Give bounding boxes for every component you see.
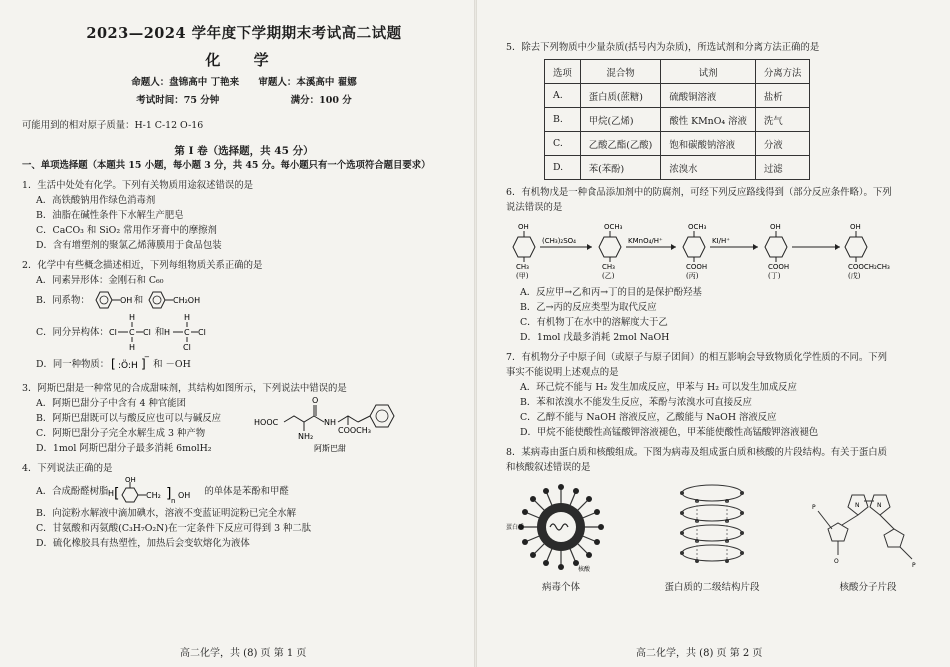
table-cell: 过滤 bbox=[755, 156, 810, 180]
question-3 bbox=[22, 381, 466, 456]
nucleic-figure bbox=[808, 481, 928, 593]
q5-header-method: 分离方法 bbox=[755, 60, 810, 84]
svg-text:[: [ bbox=[111, 357, 116, 371]
aspartame-structure bbox=[254, 395, 434, 457]
table-cell: C. bbox=[545, 132, 581, 156]
q4-option-b: B．向淀粉水解液中滴加碘水，溶液不变蓝证明淀粉已完全水解 bbox=[36, 508, 297, 519]
svg-text:]: ] bbox=[141, 357, 146, 371]
virus-protein-label: 蛋白质 bbox=[506, 524, 525, 531]
compound-group-label: OCH₃ bbox=[604, 223, 623, 231]
setter: 命题人：盘锦高中 丁艳来 bbox=[131, 77, 240, 88]
q6-reaction-scheme bbox=[506, 215, 926, 281]
compound-group-label: OH bbox=[518, 223, 529, 231]
reviewer: 审题人：本溪高中 翟娜 bbox=[258, 77, 357, 88]
table-cell: 苯(苯酚) bbox=[580, 156, 661, 180]
table-cell: 硫酸铜溶液 bbox=[661, 84, 756, 108]
q7-stem: 7．有机物分子中原子间（或原子与原子团间）的相互影响会导致物质化学性质的不同。下列 bbox=[506, 352, 887, 363]
page-crease bbox=[474, 0, 477, 667]
svg-text:H: H bbox=[164, 328, 171, 337]
table-row bbox=[545, 108, 810, 132]
aspartame-cooch3: COOCH₃ bbox=[338, 426, 371, 435]
svg-text:Cl: Cl bbox=[183, 343, 192, 352]
benzene-ring bbox=[599, 237, 621, 257]
question-2 bbox=[22, 258, 466, 376]
table-cell: 乙酸乙酯(乙酸) bbox=[580, 132, 661, 156]
q4-option-a bbox=[22, 476, 466, 506]
benzene-ring bbox=[513, 237, 535, 257]
q6-option-b: B．乙→丙的反应类型为取代反应 bbox=[520, 302, 657, 313]
q3-option-c: C．阿斯巴甜分子完全水解生成 3 种产物 bbox=[36, 428, 206, 439]
exam-title: 2023—2024 学年度下学期期末考试高二试题 bbox=[86, 25, 402, 42]
arrow-head bbox=[671, 244, 676, 250]
phenolic-resin-structure bbox=[108, 476, 204, 506]
q5-header-option: 选项 bbox=[545, 60, 581, 84]
question-4 bbox=[22, 461, 466, 551]
aspartame-hooc: HOOC bbox=[254, 418, 279, 427]
q8-stem: 8．某病毒由蛋白质和核酸组成。下图为病毒及组成蛋白质和核酸的片段结构。有关于蛋白质 bbox=[506, 447, 887, 458]
table-cell: B. bbox=[545, 108, 581, 132]
q2-option-c-label: C．同分异构体： bbox=[36, 326, 109, 338]
table-row bbox=[545, 84, 810, 108]
resin-h: H bbox=[108, 489, 115, 498]
q3-option-b: B．阿斯巴甜既可以与酸反应也可以与碱反应 bbox=[36, 413, 222, 424]
compound-sub-label: COOCH₂CH₃ bbox=[848, 263, 890, 271]
question-8 bbox=[506, 445, 938, 593]
q4-option-a-label: A．合成酚醛树脂 bbox=[36, 485, 109, 497]
q3-stem: 3．阿斯巴甜是一种常见的合成甜味剂，其结构如图所示，下列说法中错误的是 bbox=[22, 383, 347, 394]
q2-option-b bbox=[22, 288, 466, 312]
question-1 bbox=[22, 178, 466, 253]
q6-option-a: A．反应甲→乙和丙→丁的目的是保护酚羟基 bbox=[520, 287, 702, 298]
q4-stem: 4．下列说法正确的是 bbox=[22, 463, 113, 474]
svg-text:O: O bbox=[312, 396, 319, 405]
aspartame-nh2: NH₂ bbox=[298, 432, 314, 441]
q2-option-b-label: B．同系物： bbox=[36, 294, 90, 306]
table-cell: A. bbox=[545, 84, 581, 108]
subject-title: 化 学 bbox=[205, 51, 283, 69]
virus-caption: 病毒个体 bbox=[541, 582, 580, 593]
arrow-head bbox=[753, 244, 758, 250]
compound-name-label: (乙) bbox=[602, 272, 615, 280]
q2-stem: 2．化学中有些概念描述相近，下列每组物质关系正确的是 bbox=[22, 260, 263, 271]
exam-info bbox=[22, 92, 466, 106]
q2-c-and: 和 bbox=[154, 326, 165, 338]
q5-table bbox=[544, 59, 810, 180]
reaction-reagent-label: (CH₃)₂SO₄ bbox=[542, 237, 576, 245]
compound-name-label: (丁) bbox=[768, 272, 781, 280]
page-2 bbox=[476, 0, 950, 667]
virus-nucleic-label: 核酸 bbox=[578, 566, 591, 573]
q2-b-and: 和 bbox=[133, 294, 144, 306]
benzene-ring bbox=[683, 237, 705, 257]
svg-text:P: P bbox=[912, 562, 916, 569]
table-row bbox=[545, 156, 810, 180]
svg-text:]: ] bbox=[166, 486, 172, 502]
q6-option-c: C．有机物丁在水中的溶解度大于乙 bbox=[520, 317, 668, 328]
virus-figure bbox=[506, 481, 616, 593]
q5-header-reagent: 试剂 bbox=[661, 60, 756, 84]
q4-option-d: D．硫化橡胶具有热塑性，加热后会变软熔化为液体 bbox=[36, 538, 250, 549]
benzene-ring bbox=[765, 237, 787, 257]
question-6 bbox=[506, 185, 938, 345]
benzyl-alcohol-structure bbox=[143, 289, 213, 311]
question-5 bbox=[506, 40, 938, 180]
q7-stem-2: 事实不能说明上述观点的是 bbox=[506, 367, 619, 378]
resin-ch2: CH₂ bbox=[146, 491, 162, 500]
svg-text:−: − bbox=[144, 353, 151, 361]
benzyl-alcohol-group: CH₂OH bbox=[173, 296, 201, 305]
compound-sub-label: CH₃ bbox=[516, 263, 529, 271]
svg-text:[: [ bbox=[114, 486, 120, 502]
q3-option-d: D．1mol 阿斯巴甜分子最多消耗 6molH₂ bbox=[36, 443, 212, 454]
resin-n: n bbox=[171, 497, 176, 505]
svg-text:OH: OH bbox=[119, 296, 133, 305]
q4-option-c: C．甘氨酸和丙氨酸(C₃H₇O₂N)在一定条件下反应可得到 3 种二肽 bbox=[36, 523, 312, 534]
svg-text:H: H bbox=[184, 313, 191, 322]
protein-helix-illustration bbox=[657, 481, 767, 573]
table-cell: D. bbox=[545, 156, 581, 180]
q6-option-d: D．1mol 戊最多消耗 2mol NaOH bbox=[520, 332, 670, 343]
q7-option-c: C．乙醇不能与 NaOH 溶液反应，乙酸能与 NaOH 溶液反应 bbox=[520, 412, 777, 423]
compound-name-label: (丙) bbox=[686, 272, 699, 280]
section-title: 一、单项选择题（本题共 15 小题，每小题 3 分，共 45 分。每小题只有一个选项符合题目要求） bbox=[22, 160, 431, 171]
q7-option-a: A．环己烷不能与 H₂ 发生加成反应，甲苯与 H₂ 可以发生加成反应 bbox=[520, 382, 797, 393]
atomic-masses: 可能用到的相对原子质量：H-1 C-12 O-16 bbox=[22, 120, 204, 131]
svg-text:N: N bbox=[877, 502, 882, 509]
q2-option-a: A．同素异形体：金刚石和 C₆₀ bbox=[36, 275, 164, 286]
q5-table-header bbox=[545, 60, 810, 84]
compound-name-label: (戊) bbox=[848, 272, 861, 280]
q1-stem: 1．生活中处处有化学。下列有关物质用途叙述错误的是 bbox=[22, 180, 253, 191]
svg-text:Cl: Cl bbox=[198, 328, 207, 337]
resin-oh2: OH bbox=[178, 491, 191, 500]
virus-illustration bbox=[506, 481, 616, 573]
nucleic-acid-illustration bbox=[808, 481, 928, 573]
table-cell: 浓溴水 bbox=[661, 156, 756, 180]
q6-stem: 6．有机物戊是一种食品添加剂中的防腐剂，可经下列反应路线得到（部分反应条件略）。下列 bbox=[506, 187, 892, 198]
compound-sub-label: CH₃ bbox=[602, 263, 615, 271]
table-row bbox=[545, 132, 810, 156]
compound-group-label: OH bbox=[850, 223, 861, 231]
arrow-head bbox=[835, 244, 840, 250]
compound-name-label: (甲) bbox=[516, 272, 529, 280]
page-1-footer: 高二化学，共 (8) 页 第 1 页 bbox=[180, 648, 307, 659]
compound-sub-label: COOH bbox=[686, 263, 708, 271]
q1-option-d: D．含有增塑剂的聚氯乙烯薄膜用于食品包装 bbox=[36, 240, 222, 251]
q1-option-b: B．油脂在碱性条件下水解生产肥皂 bbox=[36, 210, 184, 221]
q1-option-a: A．高铁酸钠用作绿色消毒剂 bbox=[36, 195, 156, 206]
q1-option-c: C．CaCO₃ 和 SiO₂ 常用作牙膏中的摩擦剂 bbox=[36, 225, 217, 236]
svg-text:Cl: Cl bbox=[142, 328, 151, 337]
q8-stem-2: 和核酸叙述错误的是 bbox=[506, 462, 591, 473]
hydroxide-electron-structure bbox=[109, 353, 149, 375]
q2-option-d-label: D．同一种物质： bbox=[36, 358, 110, 370]
resin-oh: OH bbox=[125, 476, 137, 484]
reaction-reagent-label: KI/H⁺ bbox=[712, 237, 730, 245]
protein-figure bbox=[657, 481, 767, 593]
svg-text:C: C bbox=[184, 328, 190, 337]
table-cell: 酸性 KMnO₄ 溶液 bbox=[661, 108, 756, 132]
page-2-footer: 高二化学，共 (8) 页 第 2 页 bbox=[636, 648, 763, 659]
svg-text:P: P bbox=[812, 504, 816, 511]
svg-text:O: O bbox=[834, 558, 839, 565]
compound-group-label: OH bbox=[770, 223, 781, 231]
svg-text:Cl: Cl bbox=[108, 328, 117, 337]
svg-text:C: C bbox=[128, 328, 135, 337]
nucleic-caption: 核酸分子片段 bbox=[839, 582, 897, 593]
aspartame-label: 阿斯巴甜 bbox=[314, 444, 346, 453]
compound-group-label: OCH₃ bbox=[688, 223, 707, 231]
q3-option-a: A．阿斯巴甜分子中含有 4 种官能团 bbox=[36, 398, 186, 409]
q8-figures bbox=[506, 481, 938, 593]
svg-text:H: H bbox=[128, 313, 135, 322]
exam-authors bbox=[22, 74, 466, 88]
q6-stem-2: 说法错误的是 bbox=[506, 202, 563, 213]
question-7 bbox=[506, 350, 938, 440]
q5-stem: 5．除去下列物质中少量杂质(括号内为杂质)，所选试剂和分离方法正确的是 bbox=[506, 42, 820, 53]
table-cell: 甲烷(乙烯) bbox=[580, 108, 661, 132]
compound-sub-label: COOH bbox=[768, 263, 790, 271]
svg-text::Ö:H: :Ö:H bbox=[118, 361, 138, 371]
table-cell: 蛋白质(蔗糖) bbox=[580, 84, 661, 108]
benzene-ring bbox=[845, 237, 867, 257]
dichloromethane-structure-2 bbox=[164, 312, 210, 352]
table-cell: 饱和碳酸钠溶液 bbox=[661, 132, 756, 156]
phenol-structure bbox=[90, 289, 134, 311]
svg-text:N: N bbox=[855, 502, 860, 509]
arrow-head bbox=[587, 244, 592, 250]
q7-option-d: D．甲烷不能使酸性高锰酸钾溶液褪色，甲苯能使酸性高锰酸钾溶液褪色 bbox=[520, 427, 819, 438]
q2-d-and: 和 －OH bbox=[153, 358, 191, 370]
exam-score: 满分：100 分 bbox=[290, 95, 352, 106]
aspartame-nh: NH bbox=[324, 418, 336, 427]
q5-header-mixture: 混合物 bbox=[580, 60, 661, 84]
reaction-reagent-label: KMnO₄/H⁺ bbox=[628, 237, 663, 245]
svg-text:H: H bbox=[128, 343, 135, 352]
q7-option-b: B．苯和浓溴水不能发生反应，苯酚与浓溴水可直接反应 bbox=[520, 397, 752, 408]
exam-time: 考试时间：75 分钟 bbox=[136, 95, 220, 106]
dichloromethane-structure-1 bbox=[109, 312, 155, 352]
protein-caption: 蛋白质的二级结构片段 bbox=[664, 582, 760, 593]
part1-title: 第 Ⅰ 卷（选择题，共 45 分） bbox=[174, 145, 314, 157]
q4-option-a-tail: 的单体是苯酚和甲醛 bbox=[204, 485, 289, 497]
q2-option-c bbox=[22, 312, 466, 352]
table-cell: 盐析 bbox=[755, 84, 810, 108]
table-cell: 洗气 bbox=[755, 108, 810, 132]
table-cell: 分液 bbox=[755, 132, 810, 156]
q2-option-d bbox=[22, 352, 466, 376]
